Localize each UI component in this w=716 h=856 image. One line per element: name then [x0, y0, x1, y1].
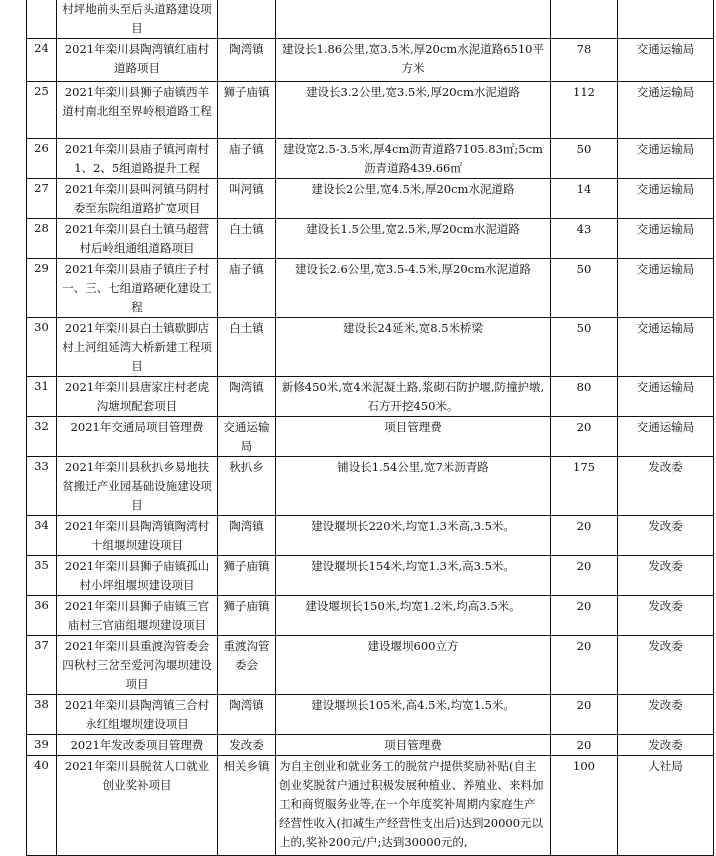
town: 白土镇: [218, 318, 276, 377]
responsible-unit: 交通运输局: [618, 139, 714, 179]
project-table: [26, 0, 714, 856]
responsible-unit: 发改委: [618, 735, 714, 756]
table-row: [27, 636, 714, 695]
row-number: 37: [27, 636, 57, 695]
table-row: [27, 82, 714, 139]
responsible-unit: 交通运输局: [618, 179, 714, 219]
project-name: 2021年交通局项目管理费: [57, 417, 218, 457]
construction-content: 建设长3.2公里,宽3.5米,厚20cm水泥道路: [276, 82, 551, 139]
town: 陶湾镇: [218, 516, 276, 556]
table-row: [27, 756, 714, 856]
responsible-unit: 发改委: [618, 596, 714, 636]
fund-amount: 50: [551, 259, 618, 318]
fund-amount: 20: [551, 735, 618, 756]
project-name: 2021年栾川县庙子镇庄子村一、三、七组道路硬化建设工程: [57, 259, 218, 318]
fund-amount: 175: [551, 457, 618, 516]
responsible-unit: 发改委: [618, 556, 714, 596]
town: 白土镇: [218, 219, 276, 259]
construction-content: 建设堰坝长154米,均宽1.3米,高3.5米。: [276, 556, 551, 596]
table-row: [27, 179, 714, 219]
responsible-unit: 交通运输局: [618, 39, 714, 82]
fund-amount: 20: [551, 417, 618, 457]
row-number: 30: [27, 318, 57, 377]
table-row: [27, 0, 714, 39]
fund-amount: [551, 0, 618, 39]
town: 狮子庙镇: [218, 82, 276, 139]
construction-content: 建设宽2.5-3.5米,厚4cm沥青道路7105.83㎡;5cm沥青道路439.66㎡: [276, 139, 551, 179]
construction-content: 建设长24延米,宽8.5米桥梁: [276, 318, 551, 377]
project-name: 村坪地前头至后头道路建设项目: [57, 0, 218, 39]
row-number: 26: [27, 139, 57, 179]
row-number: 27: [27, 179, 57, 219]
project-name: 2021年栾川县狮子庙镇孤山村小坪组堰坝建设项目: [57, 556, 218, 596]
row-number: 24: [27, 39, 57, 82]
town: 狮子庙镇: [218, 556, 276, 596]
row-number: 36: [27, 596, 57, 636]
row-number: 39: [27, 735, 57, 756]
construction-content: 新修450米,宽4米泥凝土路,浆砌石防护堰,防撞护墩,石方开挖450米。: [276, 377, 551, 417]
town: 发改委: [218, 735, 276, 756]
town: 陶湾镇: [218, 377, 276, 417]
table-row: [27, 219, 714, 259]
fund-amount: 78: [551, 39, 618, 82]
responsible-unit: 发改委: [618, 636, 714, 695]
table-row: [27, 596, 714, 636]
construction-content: 建设堰坝600立方: [276, 636, 551, 695]
table-row: [27, 377, 714, 417]
town: 陶湾镇: [218, 695, 276, 735]
table-row: [27, 457, 714, 516]
responsible-unit: 发改委: [618, 695, 714, 735]
fund-amount: 80: [551, 377, 618, 417]
construction-content: 建设长1.86公里,宽3.5米,厚20cm水泥道路6510平方米: [276, 39, 551, 82]
construction-content: 建设长1.5公里,宽2.5米,厚20cm水泥道路: [276, 219, 551, 259]
row-number: 38: [27, 695, 57, 735]
row-number: 31: [27, 377, 57, 417]
town: 狮子庙镇: [218, 596, 276, 636]
table-row: [27, 259, 714, 318]
town: 叫河镇: [218, 179, 276, 219]
construction-content: 建设堰坝长150米,均宽1.2米,均高3.5米。: [276, 596, 551, 636]
row-number: 35: [27, 556, 57, 596]
row-number: 32: [27, 417, 57, 457]
construction-content: 为自主创业和就业务工的脱贫户提供奖励补贴(自主创业奖脱贫户通过积极发展种植业、养殖业、来料加工和商贸服务业等,在一个年度奖补周期内家庭生产经营性收入(扣减生产经营性支出后)达到20000元以上的,奖补200元/户;达到30000元的,: [276, 756, 551, 856]
project-name: 2021年栾川县狮子庙镇三官庙村三官庙组堰坝建设项目: [57, 596, 218, 636]
table-row: [27, 318, 714, 377]
fund-amount: 100: [551, 756, 618, 856]
responsible-unit: 交通运输局: [618, 377, 714, 417]
construction-content: 建设长2.6公里,宽3.5-4.5米,厚20cm水泥道路: [276, 259, 551, 318]
town: 相关乡镇: [218, 756, 276, 856]
fund-amount: 20: [551, 636, 618, 695]
town: [218, 0, 276, 39]
table-row: [27, 735, 714, 756]
project-name: 2021年栾川县白土镇歇脚店村上河组延湾大桥新建工程项目: [57, 318, 218, 377]
table-row: [27, 556, 714, 596]
town: 交通运输局: [218, 417, 276, 457]
table-row: [27, 417, 714, 457]
responsible-unit: 发改委: [618, 457, 714, 516]
project-name: 2021年栾川县重渡沟管委会四秋村三岔至爱河沟堰坝建设项目: [57, 636, 218, 695]
town: 陶湾镇: [218, 39, 276, 82]
table-row: [27, 516, 714, 556]
construction-content: 项目管理费: [276, 417, 551, 457]
construction-content: 项目管理费: [276, 735, 551, 756]
project-name: 2021年栾川县秋扒乡易地扶贫搬迁产业园基础设施建设项目: [57, 457, 218, 516]
table-row: [27, 39, 714, 82]
responsible-unit: [618, 0, 714, 39]
fund-amount: 50: [551, 318, 618, 377]
fund-amount: 20: [551, 596, 618, 636]
project-name: 2021年栾川县叫河镇马阴村委至东院组道路扩宽项目: [57, 179, 218, 219]
row-number: 28: [27, 219, 57, 259]
construction-content: 建设长2公里,宽4.5米,厚20cm水泥道路: [276, 179, 551, 219]
construction-content: 建设堰坝长220米,均宽1.3米高,3.5米。: [276, 516, 551, 556]
town: 庙子镇: [218, 139, 276, 179]
responsible-unit: 交通运输局: [618, 259, 714, 318]
row-number: 29: [27, 259, 57, 318]
project-name: 2021年栾川县陶湾镇陶湾村十组堰坝建设项目: [57, 516, 218, 556]
fund-amount: 20: [551, 516, 618, 556]
town: 庙子镇: [218, 259, 276, 318]
row-number: 34: [27, 516, 57, 556]
project-name: 2021年栾川县陶湾镇红庙村道路项目: [57, 39, 218, 82]
row-number: 25: [27, 82, 57, 139]
fund-amount: 112: [551, 82, 618, 139]
project-name: 2021年栾川县庙子镇河南村1、2、5组道路提升工程: [57, 139, 218, 179]
responsible-unit: 交通运输局: [618, 417, 714, 457]
project-name: 2021年栾川县陶湾镇三合村永红组堰坝建设项目: [57, 695, 218, 735]
construction-content: 建设堰坝长105米,高4.5米,均宽1.5米。: [276, 695, 551, 735]
construction-content: [276, 0, 551, 39]
project-name: 2021年栾川县狮子庙镇西羊道村南北组至界岭根道路工程: [57, 82, 218, 139]
table-row: [27, 695, 714, 735]
responsible-unit: 发改委: [618, 516, 714, 556]
row-number: 40: [27, 756, 57, 856]
row-number: 33: [27, 457, 57, 516]
responsible-unit: 交通运输局: [618, 219, 714, 259]
project-name: 2021年栾川县唐家庄村老虎沟塘坝配套项目: [57, 377, 218, 417]
row-number: [27, 0, 57, 39]
town: 重渡沟管委会: [218, 636, 276, 695]
responsible-unit: 交通运输局: [618, 318, 714, 377]
fund-amount: 50: [551, 139, 618, 179]
town: 秋扒乡: [218, 457, 276, 516]
responsible-unit: 交通运输局: [618, 82, 714, 139]
project-name: 2021年发改委项目管理费: [57, 735, 218, 756]
fund-amount: 20: [551, 556, 618, 596]
fund-amount: 14: [551, 179, 618, 219]
construction-content: 铺设长1.54公里,宽7米沥青路: [276, 457, 551, 516]
project-name: 2021年栾川县白土镇马超营村后岭组通组道路项目: [57, 219, 218, 259]
fund-amount: 43: [551, 219, 618, 259]
fund-amount: 20: [551, 695, 618, 735]
project-name: 2021年栾川县脱贫人口就业创业奖补项目: [57, 756, 218, 856]
responsible-unit: 人社局: [618, 756, 714, 856]
table-row: [27, 139, 714, 179]
